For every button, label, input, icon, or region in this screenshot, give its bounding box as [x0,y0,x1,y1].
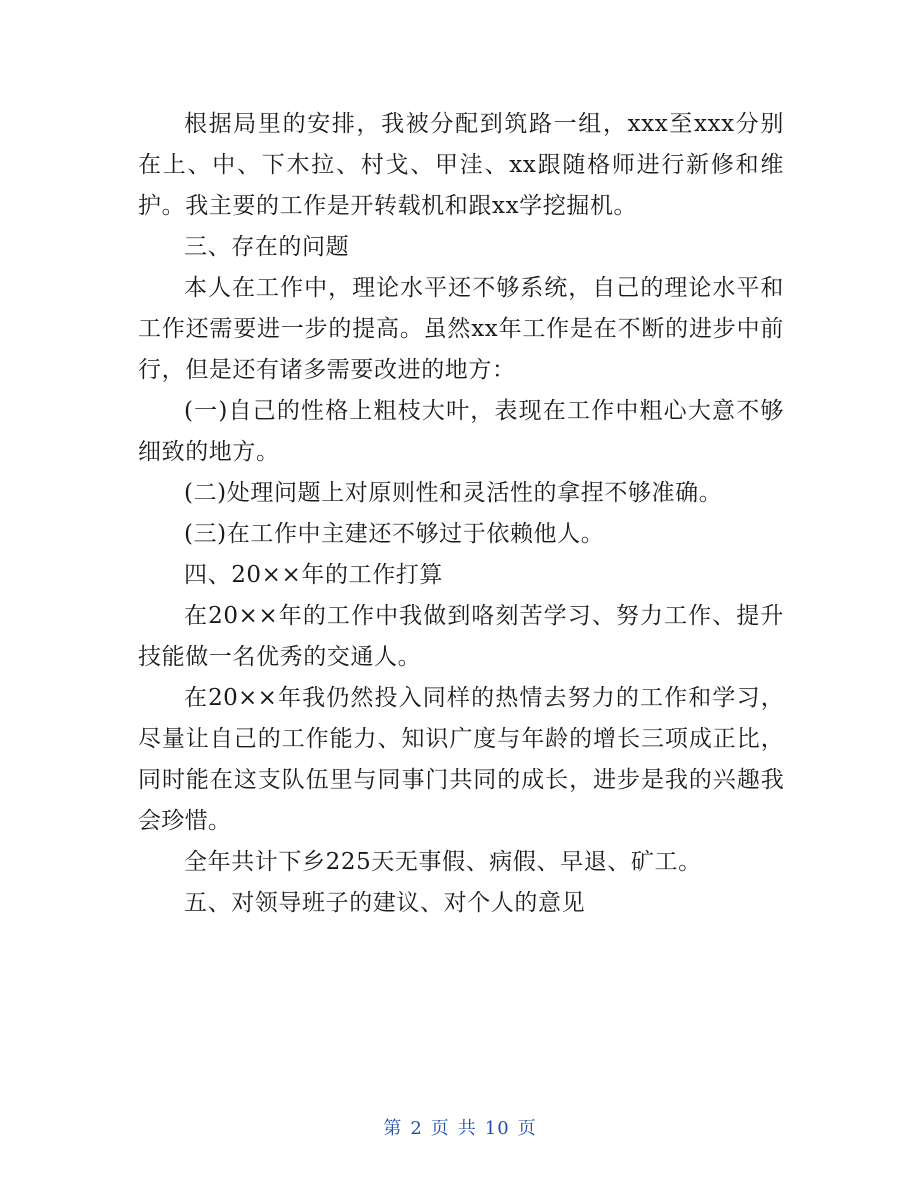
footer-label-total-unit: 页 [517,1118,537,1139]
page-footer [0,1114,920,1140]
footer-label-page-unit: 页 [430,1118,450,1139]
paragraph-problem-2: (二)处理问题上对原则性和灵活性的拿捏不够准确。 [184,480,723,506]
footer-label-total: 共 [457,1118,477,1139]
paragraph-assignment: 根据局里的安排，我被分配到筑路一组，xxx至xxx分别在上、中、下木拉、村戈、甲洼、xx跟随格师进行新修和维护。我主要的工作是开转载机和跟xx学挖掘机。 [138,111,784,219]
paragraph-attendance: 全年共计下乡225天无事假、病假、早退、矿工。 [184,849,702,875]
heading-existing-problems: 三、存在的问题 [184,234,350,260]
paragraph-problem-3: (三)在工作中主建还不够过于依赖他人。 [184,521,605,547]
paragraph-problem-1: (一)自己的性格上粗枝大叶，表现在工作中粗心大意不够细致的地方。 [138,398,784,465]
paragraph-problems-intro: 本人在工作中，理论水平还不够系统，自己的理论水平和工作还需要进一步的提高。虽然xx年工作是在不断的进步中前行，但是还有诸多需要改进的地方： [138,275,784,383]
document-body [138,104,784,924]
footer-current-page: 2 [410,1118,423,1139]
heading-work-plan: 四、20××年的工作打算 [184,562,444,588]
heading-suggestions: 五、对领导班子的建议、对个人的意见 [184,890,586,916]
footer-label-page: 第 [383,1118,403,1139]
paragraph-plan-2: 在20××年我仍然投入同样的热情去努力的工作和学习，尽量让自己的工作能力、知识广度与年龄的增长三项成正比，同时能在这支队伍里与同事门共同的成长，进步是我的兴趣我会珍惜。 [138,685,784,834]
footer-total-pages: 10 [484,1118,510,1139]
paragraph-plan-1: 在20××年的工作中我做到咯刻苦学习、努力工作、提升技能做一名优秀的交通人。 [138,603,784,670]
